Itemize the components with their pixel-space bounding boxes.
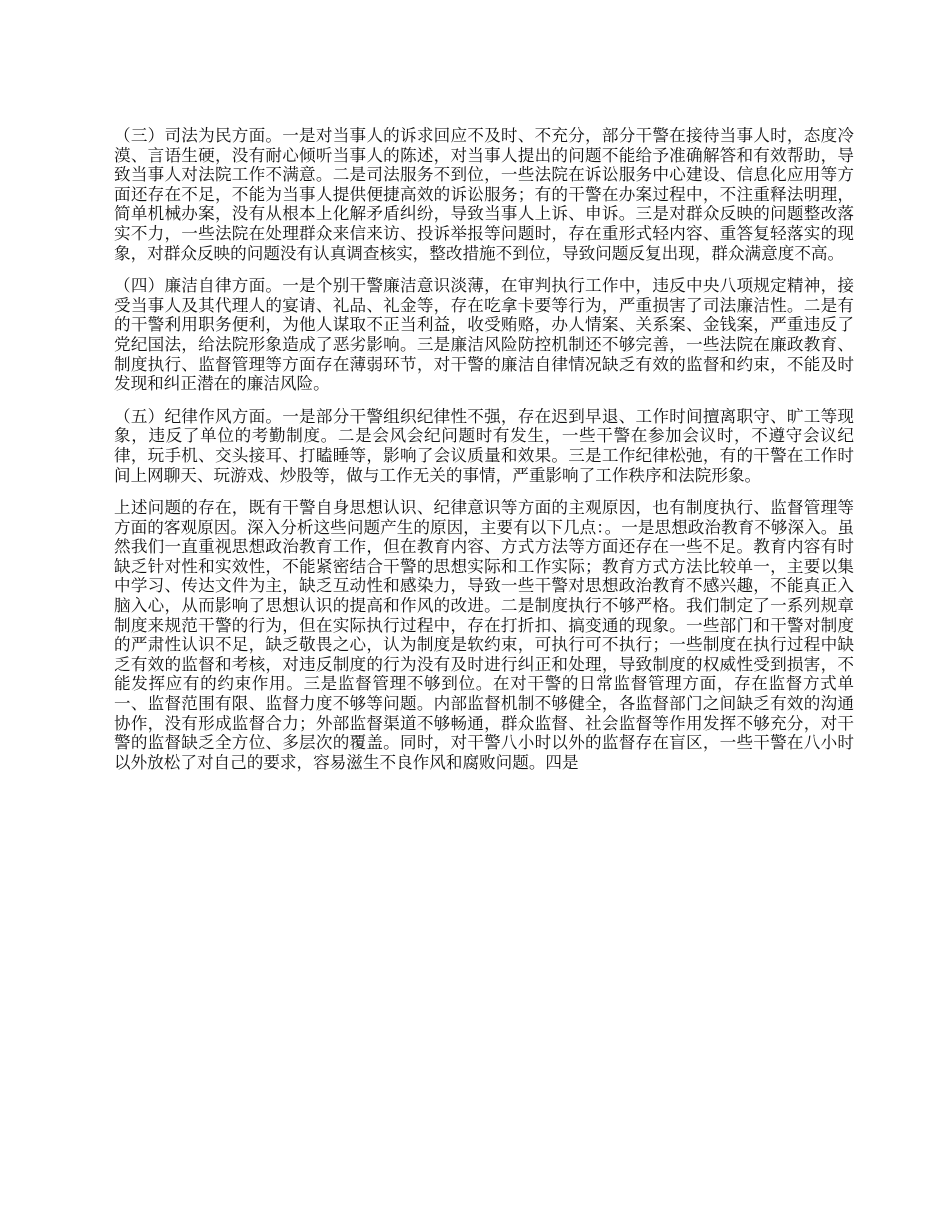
paragraph-cause-analysis: 上述问题的存在，既有干警自身思想认识、纪律意识等方面的主观原因，也有制度执行、监督管理等方面的客观原因。深入分析这些问题产生的原因，主要有以下几点：。一是思想政治教育不够深入。虽然我们一直重视思想政治教育工作，但在教育内容、方式方法等方面还存在一些不足。教育内容有时缺乏针对性和实效性，不能紧密结合干警的思想实际和工作实际；教育方式方法比较单一，主要以集中学习、传达文件为主，缺乏互动性和感染力，导致一些干警对思想政治教育不感兴趣，不能真正入脑入心，从而影响了思想认识的提高和作风的改进。二是制度执行不够严格。我们制定了一系列规章制度来规范干警的行为，但在实际执行过程中，存在打折扣、搞变通的现象。一些部门和干警对制度的严肃性认识不足，缺乏敬畏之心，认为制度是软约束，可执行可不执行；一些制度在执行过程中缺乏有效的监督和考核，对违反制度的行为没有及时进行纠正和处理，导致制度的权威性受到损害，不能发挥应有的约束作用。三是监督管理不够到位。在对干警的日常监督管理方面，存在监督方式单一、监督范围有限、监督力度不够等问题。内部监督机制不够健全，各监督部门之间缺乏有效的沟通协作，没有形成监督合力；外部监督渠道不够畅通，群众监督、社会监督等作用发挥不够充分，对干警的监督缺乏全方位、多层次的覆盖。同时，对干警八小时以外的监督存在盲区，一些干警在八小时以外放松了对自己的要求，容易滋生不良作风和腐败问题。四是 [114, 498, 854, 772]
paragraph-discipline-style: （五）纪律作风方面。一是部分干警组织纪律性不强，存在迟到早退、工作时间擅离职守、旷工等现象，违反了单位的考勤制度。二是会风会纪问题时有发生，一些干警在参加会议时，不遵守会议纪律，玩手机、交头接耳、打瞌睡等，影响了会议质量和效果。三是工作纪律松弛，有的干警在工作时间上网聊天、玩游戏、炒股等，做与工作无关的事情，严重影响了工作秩序和法院形象。 [114, 406, 854, 485]
paragraph-integrity-self-discipline: （四）廉洁自律方面。一是个别干警廉洁意识淡薄，在审判执行工作中，违反中央八项规定精神，接受当事人及其代理人的宴请、礼品、礼金等，存在吃拿卡要等行为，严重损害了司法廉洁性。二是有的干警利用职务便利，为他人谋取不正当利益，收受贿赂，办人情案、关系案、金钱案，严重违反了党纪国法，给法院形象造成了恶劣影响。三是廉洁风险防控机制还不够完善，一些法院在廉政教育、制度执行、监督管理等方面存在薄弱环节，对干警的廉洁自律情况缺乏有效的监督和约束，不能及时发现和纠正潜在的廉洁风险。 [114, 276, 854, 394]
document-body [114, 126, 854, 785]
paragraph-judicial-for-people: （三）司法为民方面。一是对当事人的诉求回应不及时、不充分，部分干警在接待当事人时，态度冷漠、言语生硬，没有耐心倾听当事人的陈述，对当事人提出的问题不能给予准确解答和有效帮助，导致当事人对法院工作不满意。二是司法服务不到位，一些法院在诉讼服务中心建设、信息化应用等方面还存在不足，不能为当事人提供便捷高效的诉讼服务；有的干警在办案过程中，不注重释法明理，简单机械办案，没有从根本上化解矛盾纠纷，导致当事人上诉、申诉。三是对群众反映的问题整改落实不力，一些法院在处理群众来信来访、投诉举报等问题时，存在重形式轻内容、重答复轻落实的现象，对群众反映的问题没有认真调查核实，整改措施不到位，导致问题反复出现，群众满意度不高。 [114, 126, 854, 263]
